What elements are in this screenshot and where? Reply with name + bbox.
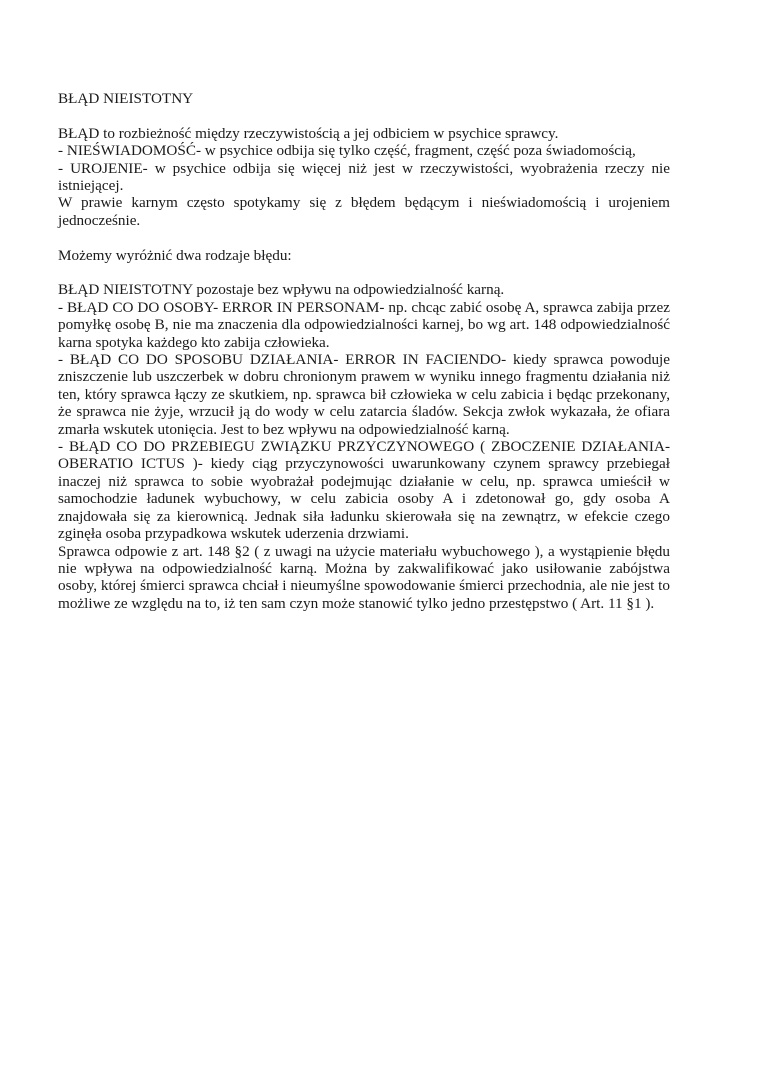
spacer: [58, 229, 670, 246]
paragraph-aberratio-ictus: - BŁĄD CO DO PRZEBIEGU ZWIĄZKU PRZYCZYNOWEGO ( ZBOCZENIE DZIAŁANIA- OBERATIO ICTUS )- kiedy ciąg przyczynowości uwarunkowany czynem sprawcy przebiegał inaczej niż sprawca to sobie wyobrażał podejmując działanie w celu, np. sprawca umieścił w samochodzie ładunek wybuchowy, w celu zabicia osoby A i zdetonował go, gdy osoba A znajdowała się za kierownicą. Jednak siła ładunku skierowała się na zewnątrz, w efekcie czego zginęła osoba przypadkowa wskutek uderzenia drzwiami.: [58, 438, 670, 543]
paragraph-blad-nieistotny: BŁĄD NIEISTOTNY pozostaje bez wpływu na odpowiedzialność karną.: [58, 281, 505, 299]
paragraph-definition: BŁĄD to rozbieżność między rzeczywistością a jej odbiciem w psychice sprawcy.: [58, 124, 559, 142]
document-title: BŁĄD NIEISTOTNY: [58, 90, 194, 107]
spacer: [58, 107, 670, 124]
paragraph-urojenie: - UROJENIE- w psychice odbija się więcej niż jest w rzeczywistości, wyobrażenia rzeczy nie istniejącej.: [58, 159, 670, 195]
spacer: [58, 264, 670, 281]
paragraph-combined: W prawie karnym często spotykamy się z błędem będącym i nieświadomością i urojeniem jednocześnie.: [58, 194, 670, 229]
document-page: [58, 90, 670, 612]
paragraph-error-in-personam: - BŁĄD CO DO OSOBY- ERROR IN PERSONAM- np. chcąc zabić osobę A, sprawca zabija przez pomyłkę osobę B, nie ma znaczenia dla odpowiedzialności karnej, bo wg art. 148 odpowiedzialność karna spotyka każdego kto zabija człowieka.: [58, 298, 670, 351]
paragraph-error-in-faciendo: - BŁĄD CO DO SPOSOBU DZIAŁANIA- ERROR IN FACIENDO- kiedy sprawca powoduje zniszczenie lub uszczerbek w dobru chronionym prawem w wyniku innego fragmentu działania niż ten, który sprawca łączy ze skutkiem, np. sprawca bił człowieka w celu zabicia i będąc przekonany, że sprawca nie żyje, wrzucił ją do wody w celu zatarcia śladów. Sekcja zwłok wykazała, że ofiara zmarła wskutek utonięcia. Jest to bez wpływu na odpowiedzialność karną.: [58, 351, 670, 438]
paragraph-responsibility: Sprawca odpowie z art. 148 §2 ( z uwagi na użycie materiału wybuchowego ), a wystąpienie błędu nie wpływa na odpowiedzialność karną. Można by zakwalifikować jako usiłowanie zabójstwa osoby, której śmierci sprawca chciał i nieumyślne spowodowanie śmierci przechodnia, ale nie jest to możliwe ze względu na to, iż ten sam czyn może stanowić tylko jedno przestępstwo ( Art. 11 §1 ).: [58, 542, 670, 612]
paragraph-types-intro: Możemy wyróżnić dwa rodzaje błędu:: [58, 246, 292, 264]
paragraph-nieswiadomosc: - NIEŚWIADOMOŚĆ- w psychice odbija się tylko część, fragment, część poza świadomością,: [58, 142, 636, 160]
